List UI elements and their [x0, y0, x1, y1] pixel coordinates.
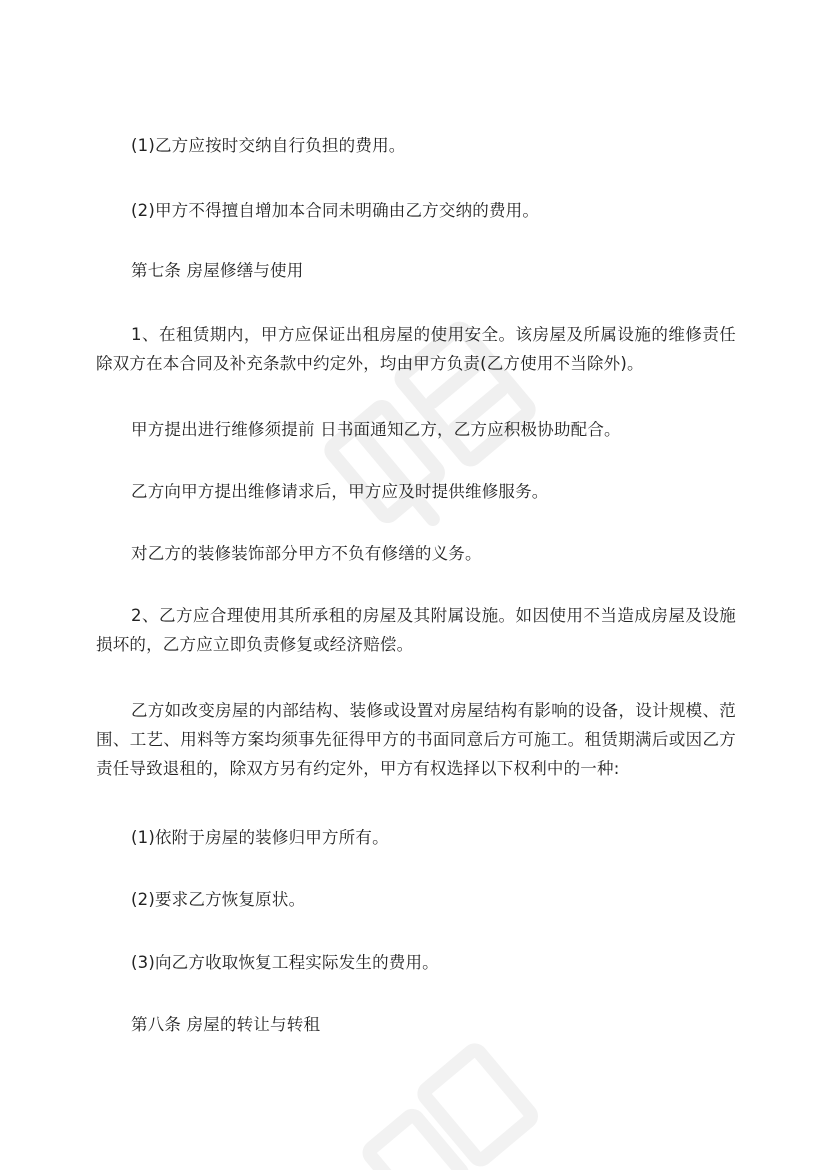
paragraph-2: (2)甲方不得擅自增加本合同未明确由乙方交纳的费用。 — [131, 201, 540, 220]
paragraph-10: (2)要求乙方恢复原状。 — [131, 890, 306, 909]
paragraph-8: 乙方如改变房屋的内部结构、装修或设置对房屋结构有影响的设备，设计规模、范围、工艺、用料等方案均须事先征得甲方的书面同意后方可施工。租赁期满后或因乙方责任导致退租的，除双方另有约定外，甲方有权选择以下权利中的一种: — [96, 701, 736, 778]
section-heading-7: 第七条 房屋修缮与使用 — [131, 261, 304, 280]
paragraph-11: (3)向乙方收取恢复工程实际发生的费用。 — [131, 953, 439, 972]
paragraph-4: 甲方提出进行维修须提前 日书面通知乙方，乙方应积极协助配合。 — [131, 420, 621, 439]
paragraph-3: 1、在租赁期内，甲方应保证出租房屋的使用安全。该房屋及所属设施的维修责任除双方在本合同及补充条款中约定外，均由甲方负责(乙方使用不当除外)。 — [96, 325, 736, 373]
paragraph-6: 对乙方的装修装饰部分甲方不负有修缮的义务。 — [131, 544, 482, 563]
paragraph-5: 乙方向甲方提出维修请求后，甲方应及时提供维修服务。 — [131, 482, 549, 501]
paragraph-1: (1)乙方应按时交纳自行负担的费用。 — [131, 136, 406, 155]
paragraph-9: (1)依附于房屋的装修归甲方所有。 — [131, 828, 389, 847]
paragraph-7: 2、乙方应合理使用其所承租的房屋及其附属设施。如因使用不当造成房屋及设施损坏的，乙方应立即负责修复或经济赔偿。 — [96, 606, 736, 654]
section-heading-8: 第八条 房屋的转让与转租 — [131, 1015, 321, 1034]
